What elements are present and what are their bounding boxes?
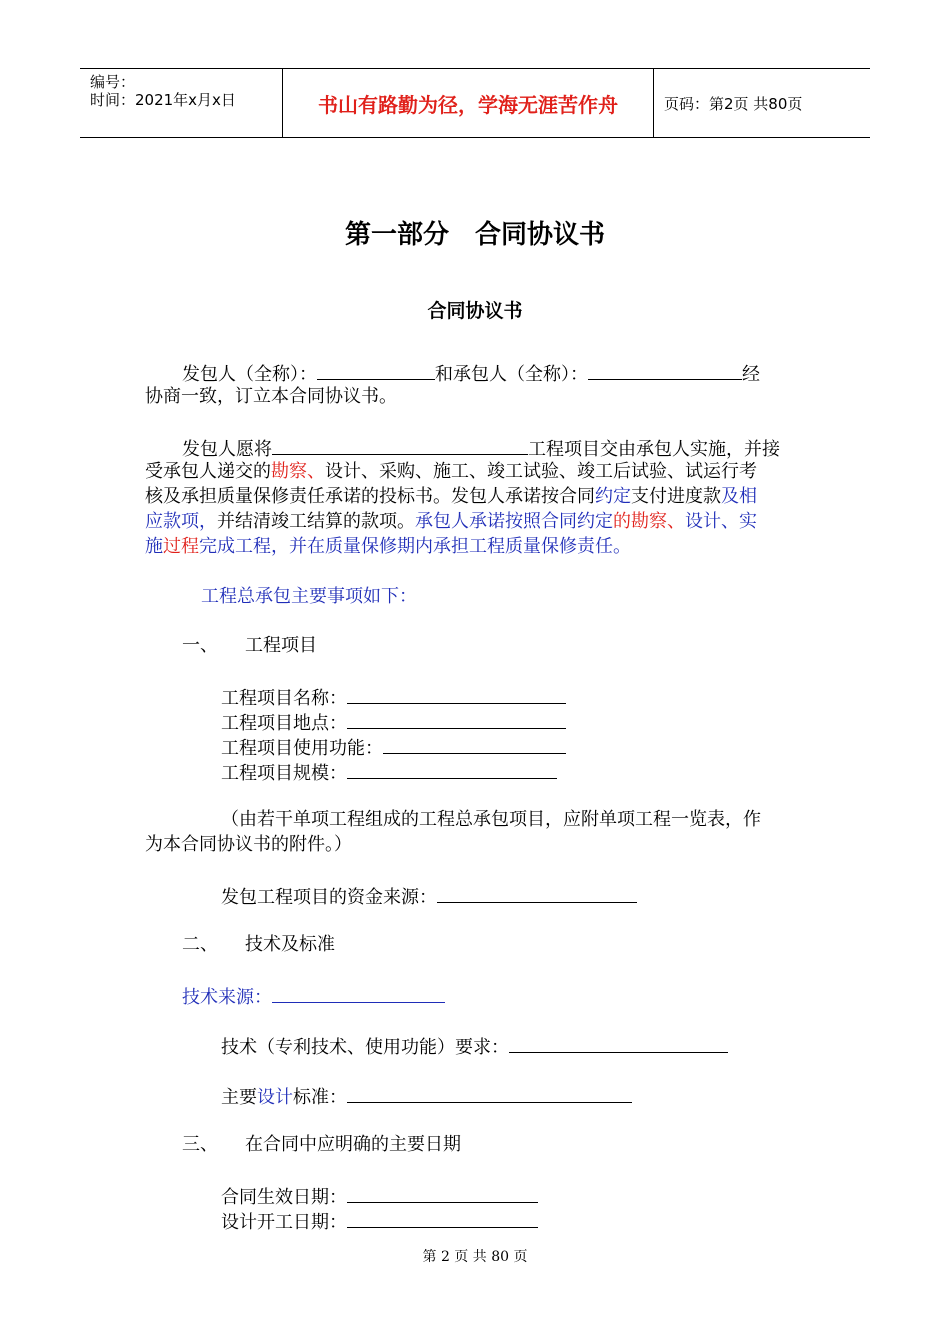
document-number-label: 编号： — [90, 73, 136, 91]
employer-label: 发包人（全称）： — [182, 364, 317, 385]
fund-source-row — [221, 882, 637, 910]
project-place-label: 工程项目地点： — [221, 713, 347, 734]
tech-requirement-label: 技术（专利技术、使用功能）要求： — [221, 1037, 509, 1058]
section-1-title: 工程项目 — [245, 635, 317, 656]
design-standard-highlight: 设计 — [257, 1087, 293, 1108]
para2-text: 工程项目交由承包人实施，并接 — [528, 439, 780, 460]
para2-highlight-blue: 承包人承诺按照合同约定 — [415, 511, 613, 532]
design-standard-field[interactable] — [347, 1082, 632, 1103]
project-function-field[interactable] — [383, 733, 566, 754]
employer-blank — [317, 359, 435, 380]
project-place-row — [221, 708, 566, 736]
para2-highlight-red: 过程 — [163, 536, 199, 557]
para2-highlight-red: 的勘察、 — [613, 511, 685, 532]
section-2-number: 二、 — [182, 934, 218, 955]
para2-text: 核及承担质量保修责任承诺的投标书。发包人承诺按合同 — [145, 486, 595, 507]
design-standard-label: 标准： — [293, 1087, 347, 1108]
para2-highlight-blue: 约定 — [595, 486, 631, 507]
tech-source-field[interactable] — [272, 982, 445, 1003]
project-place-field[interactable] — [347, 708, 566, 729]
section-3-number: 三、 — [182, 1134, 218, 1155]
intro-line-1 — [182, 359, 760, 387]
section-subtitle: 合同协议书 — [427, 300, 523, 322]
project-function-label: 工程项目使用功能： — [221, 738, 383, 759]
project-scale-field[interactable] — [347, 758, 557, 779]
contractor-blank — [588, 359, 742, 380]
document-time: 时间：2021年x月x日 — [90, 91, 236, 109]
effective-date-label: 合同生效日期： — [221, 1187, 347, 1208]
effective-date-field[interactable] — [347, 1182, 538, 1203]
project-scale-row — [221, 758, 557, 786]
design-standard-label: 主要 — [221, 1087, 257, 1108]
header-meta — [80, 69, 282, 137]
tech-requirement-field[interactable] — [509, 1032, 728, 1053]
project-name-row — [221, 683, 566, 711]
tech-source-label: 技术来源： — [182, 987, 272, 1008]
para2-highlight-blue: 设计、实 — [685, 511, 757, 532]
tech-source-row — [182, 982, 445, 1010]
header-slogan: 书山有路勤为径，学海无涯苦作舟 — [282, 69, 654, 137]
section-2-title: 技术及标准 — [245, 934, 335, 955]
para2-highlight-blue: 应款项， — [145, 511, 217, 532]
note-line-2: 为本合同协议书的附件。） — [145, 834, 352, 855]
para2-text: 并结清竣工结算的款项。 — [217, 511, 415, 532]
para2-text: 发包人愿将 — [182, 439, 272, 460]
para2-text: 支付进度款 — [631, 486, 721, 507]
project-name-field[interactable] — [347, 683, 566, 704]
header-page-info: 页码：第2页 共80页 — [664, 94, 803, 113]
para2-text: 受承包人递交的 — [145, 461, 271, 482]
fund-source-label: 发包工程项目的资金来源： — [221, 887, 437, 908]
para2-text: 设计、采购、施工、竣工试验、竣工后试验、试运行考 — [325, 461, 757, 482]
effective-date-row — [221, 1182, 538, 1210]
page-footer: 第 2 页 共 80 页 — [422, 1249, 528, 1265]
para2-line-2 — [145, 459, 757, 484]
para2-line-1 — [182, 434, 780, 462]
intro-tail: 经 — [742, 364, 760, 385]
fund-source-field[interactable] — [437, 882, 637, 903]
intro-line-2: 协商一致，订立本合同协议书。 — [145, 386, 397, 407]
project-function-row — [221, 733, 566, 761]
para2-highlight-red: 勘察、 — [271, 461, 325, 482]
para2-line-5 — [145, 534, 631, 559]
design-standard-row — [221, 1082, 632, 1110]
design-start-row — [221, 1207, 538, 1235]
design-start-label: 设计开工日期： — [221, 1212, 347, 1233]
project-name-label: 工程项目名称： — [221, 688, 347, 709]
tech-requirement-row — [221, 1032, 728, 1060]
contractor-label: 和承包人（全称）： — [435, 364, 588, 385]
page-header — [80, 68, 870, 138]
section-1-number: 一、 — [182, 635, 218, 656]
section-3-title: 在合同中应明确的主要日期 — [245, 1134, 461, 1155]
para2-line-3 — [145, 484, 757, 509]
para2-highlight-blue: 及相 — [721, 486, 757, 507]
para2-highlight-blue: 施 — [145, 536, 163, 557]
main-items-heading: 工程总承包主要事项如下： — [201, 586, 417, 607]
para2-line-4 — [145, 509, 757, 534]
note-line-1: （由若干单项工程组成的工程总承包项目，应附单项工程一览表，作 — [221, 809, 761, 830]
page-title: 第一部分 合同协议书 — [344, 220, 605, 250]
project-blank — [272, 434, 528, 455]
design-start-field[interactable] — [347, 1207, 538, 1228]
project-scale-label: 工程项目规模： — [221, 763, 347, 784]
para2-highlight-blue: 完成工程，并在质量保修期内承担工程质量保修责任。 — [199, 536, 631, 557]
